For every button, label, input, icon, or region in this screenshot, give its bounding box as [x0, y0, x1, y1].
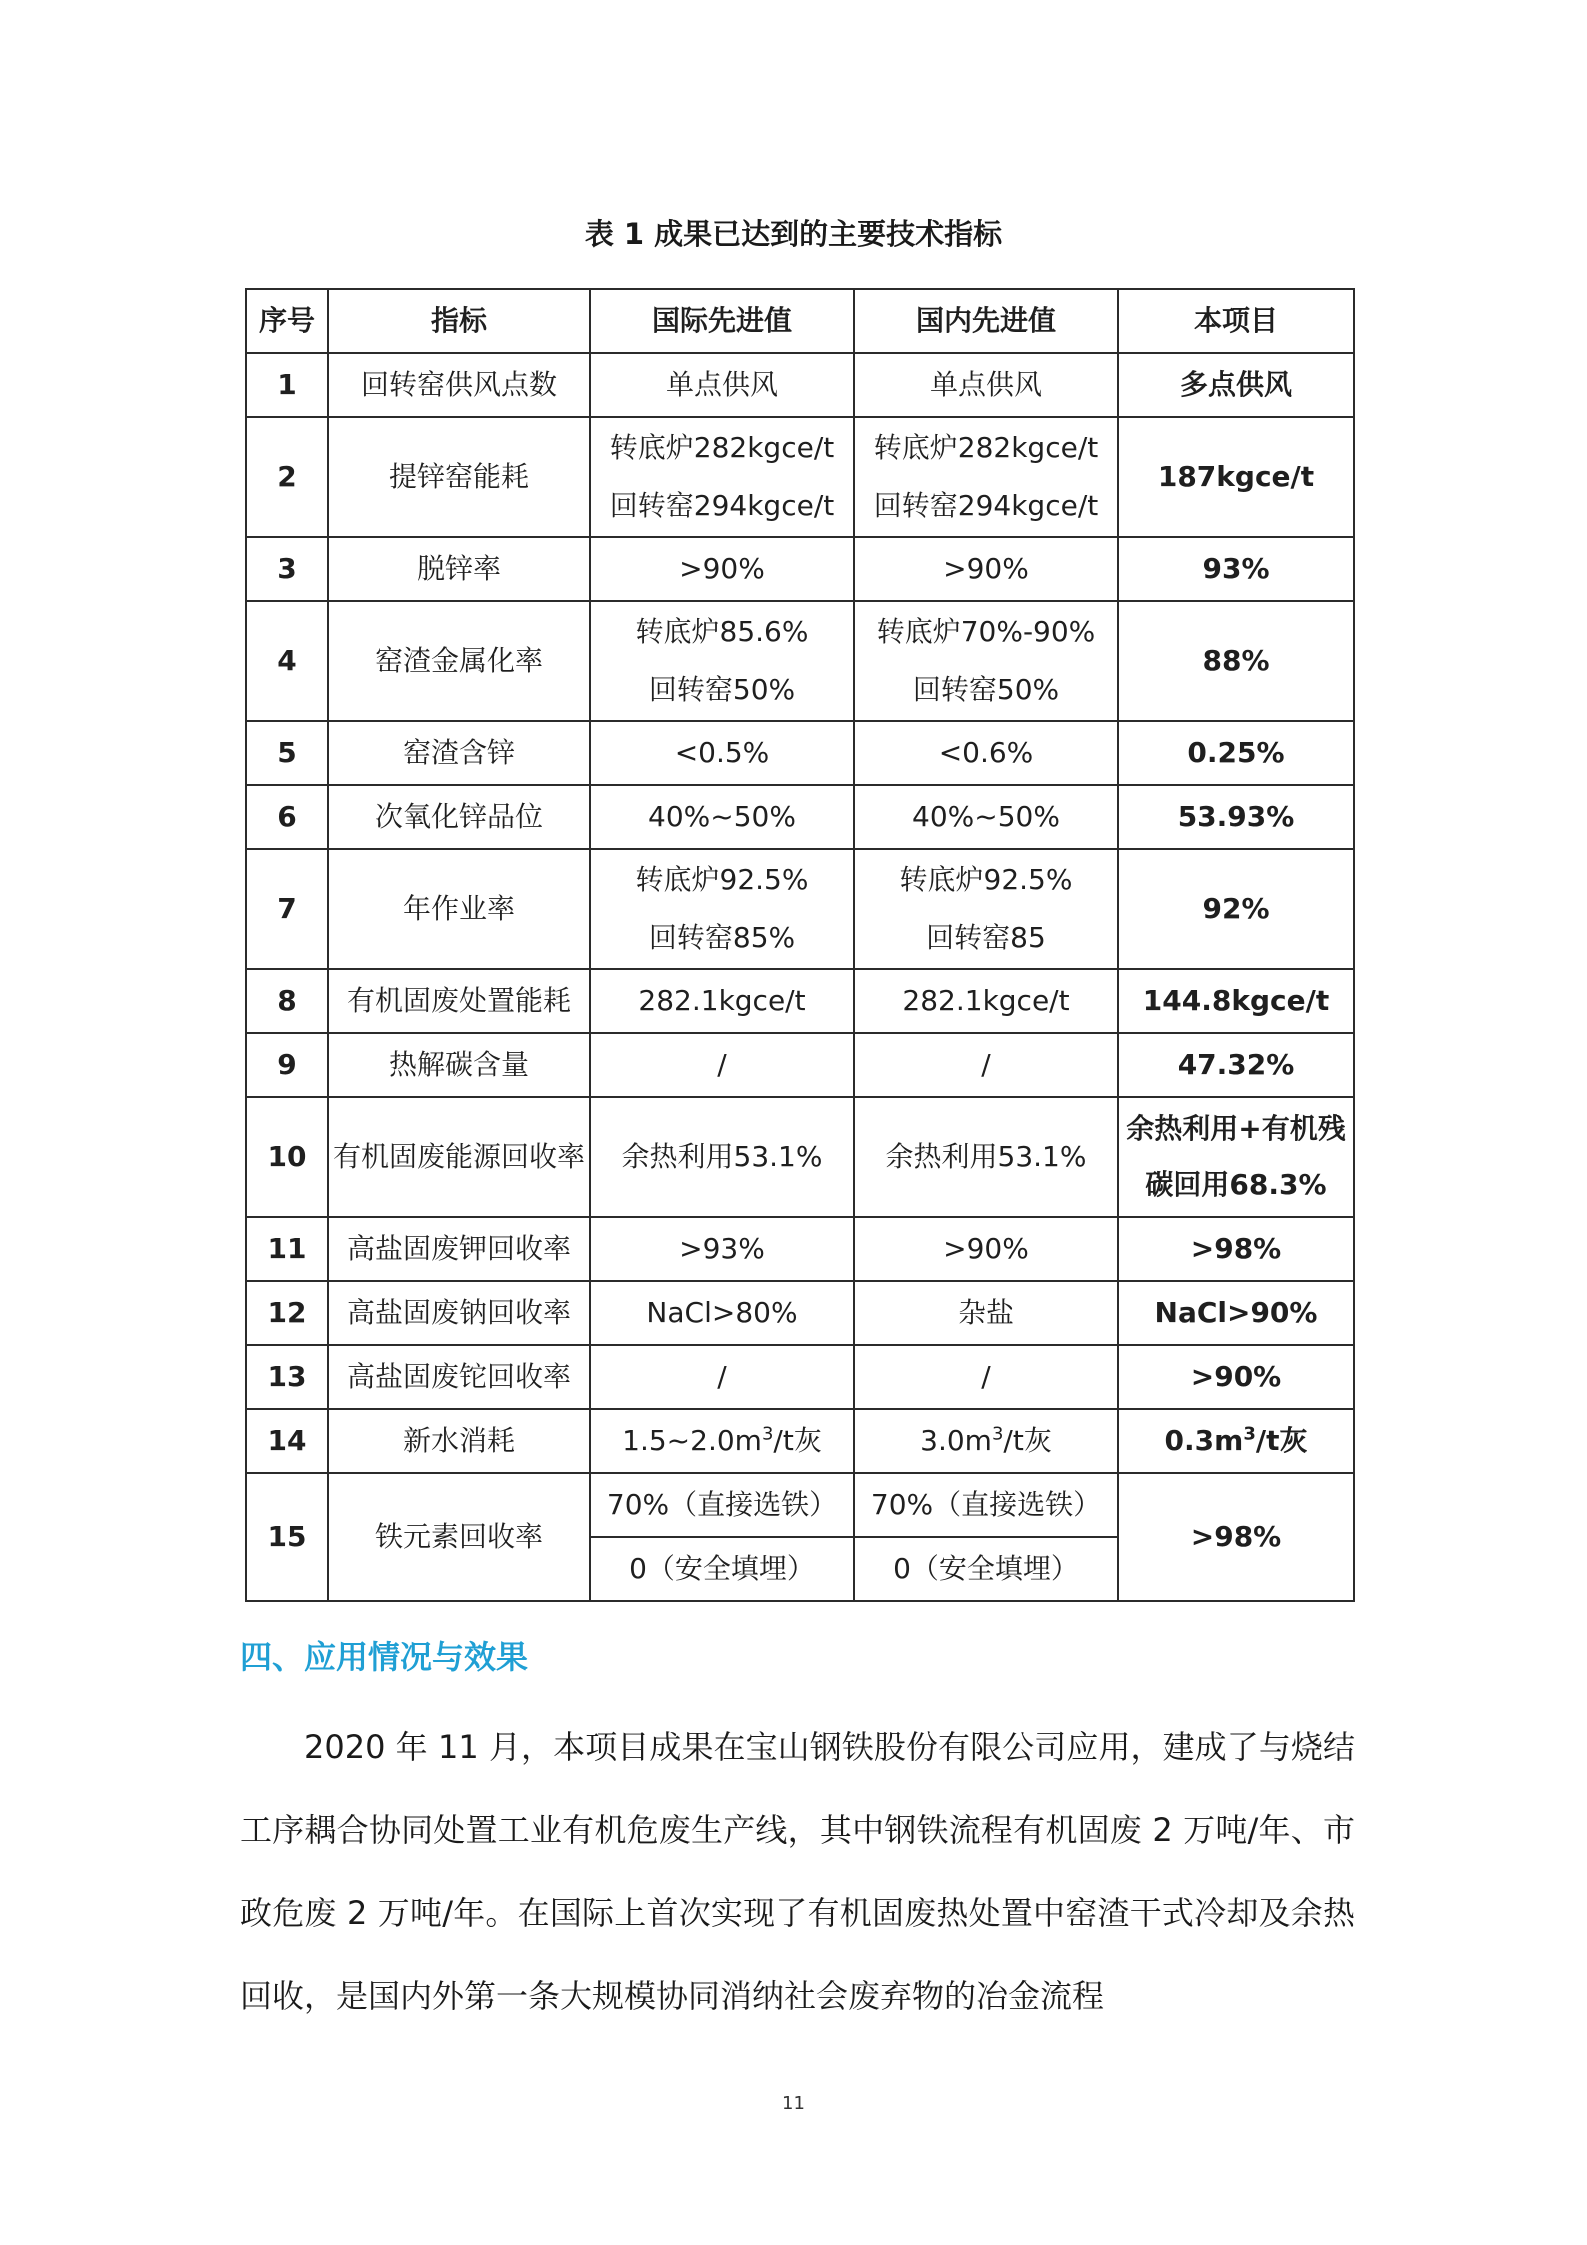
- table-row-15a: [246, 1473, 1354, 1537]
- row-indicator: 年作业率: [328, 849, 590, 969]
- row-international: [590, 1409, 854, 1473]
- page-number: 11: [782, 2093, 805, 2114]
- row-international: [590, 417, 854, 537]
- table-row: [246, 353, 1354, 417]
- cell-line: 转底炉92.5%: [899, 863, 1073, 896]
- cell-line: <0.5%: [674, 736, 770, 769]
- row-project: NaCl>90%: [1118, 1281, 1354, 1345]
- row-international: [590, 1281, 854, 1345]
- row-domestic-line-2: 0（安全填埋）: [854, 1537, 1118, 1601]
- row-number: 12: [246, 1281, 328, 1345]
- cell-line: 余热利用53.1%: [885, 1140, 1087, 1173]
- row-domestic: [854, 849, 1118, 969]
- value-base: 3.0m: [920, 1424, 992, 1457]
- cell-line: <0.6%: [938, 736, 1034, 769]
- technical-indicators-table: [245, 288, 1355, 1602]
- header-project: 本项目: [1118, 289, 1354, 353]
- value-superscript: 3: [761, 1423, 774, 1445]
- row-project: 92%: [1118, 849, 1354, 969]
- cell-line: 40%~50%: [648, 800, 796, 833]
- table-row-14: [246, 1409, 1354, 1473]
- cell-line: 余热利用53.1%: [621, 1140, 823, 1173]
- value-superscript: 3: [991, 1423, 1004, 1445]
- section-heading: 四、应用情况与效果: [240, 1638, 529, 1676]
- row-domestic: [854, 417, 1118, 537]
- cell-line: /: [717, 1048, 727, 1081]
- cell-line: 回转窑85: [926, 921, 1046, 954]
- cell-line: 转底炉70%-90%: [876, 615, 1096, 648]
- row-project: >90%: [1118, 1345, 1354, 1409]
- row-number: 7: [246, 849, 328, 969]
- row-indicator: 高盐固废钠回收率: [328, 1281, 590, 1345]
- row-number: 5: [246, 721, 328, 785]
- row-domestic: [854, 721, 1118, 785]
- cell-line: >90%: [943, 552, 1029, 585]
- row-international: [590, 601, 854, 721]
- row-international-line-2: 0（安全填埋）: [590, 1537, 854, 1601]
- cell-line: >90%: [943, 1232, 1029, 1265]
- row-domestic-line-1: 70%（直接选铁）: [854, 1473, 1118, 1537]
- table-row: [246, 1033, 1354, 1097]
- row-domestic: [854, 537, 1118, 601]
- table-header-row: [246, 289, 1354, 353]
- row-indicator: 脱锌率: [328, 537, 590, 601]
- row-number: 3: [246, 537, 328, 601]
- row-project: >98%: [1118, 1473, 1354, 1601]
- row-project: 187kgce/t: [1118, 417, 1354, 537]
- table-row: [246, 1217, 1354, 1281]
- row-indicator: 次氧化锌品位: [328, 785, 590, 849]
- table-row: [246, 1097, 1354, 1217]
- cell-line: NaCl>80%: [646, 1296, 798, 1329]
- row-domestic: [854, 785, 1118, 849]
- value-superscript: 3: [1243, 1423, 1256, 1445]
- row-number: 2: [246, 417, 328, 537]
- table-row: [246, 537, 1354, 601]
- value-base: 0.3m: [1164, 1424, 1244, 1457]
- value-unit: /t灰: [1003, 1424, 1052, 1457]
- cell-line: 282.1kgce/t: [902, 984, 1070, 1017]
- row-project: 93%: [1118, 537, 1354, 601]
- row-domestic: [854, 1033, 1118, 1097]
- row-number: 15: [246, 1473, 328, 1601]
- cell-line: 回转窑50%: [648, 673, 796, 706]
- cell-line: 转底炉85.6%: [635, 615, 809, 648]
- header-no: 序号: [246, 289, 328, 353]
- row-indicator: 高盐固废钾回收率: [328, 1217, 590, 1281]
- row-indicator: 有机固废处置能耗: [328, 969, 590, 1033]
- table-row: [246, 969, 1354, 1033]
- row-project: 144.8kgce/t: [1118, 969, 1354, 1033]
- table-row: [246, 601, 1354, 721]
- row-number: 13: [246, 1345, 328, 1409]
- row-project: 多点供风: [1118, 353, 1354, 417]
- row-domestic: [854, 1281, 1118, 1345]
- row-international: [590, 1097, 854, 1217]
- row-project: 0.25%: [1118, 721, 1354, 785]
- table-row: [246, 417, 1354, 537]
- row-number: 10: [246, 1097, 328, 1217]
- cell-line: 单点供风: [665, 368, 778, 401]
- table-row: [246, 849, 1354, 969]
- row-project: >98%: [1118, 1217, 1354, 1281]
- row-number: 8: [246, 969, 328, 1033]
- cell-line: 40%~50%: [912, 800, 1060, 833]
- row-indicator: 窑渣金属化率: [328, 601, 590, 721]
- header-indicator: 指标: [328, 289, 590, 353]
- cell-line: 转底炉92.5%: [635, 863, 809, 896]
- table-row: [246, 785, 1354, 849]
- row-number: 1: [246, 353, 328, 417]
- table-caption: 表 1 成果已达到的主要技术指标: [584, 217, 1003, 251]
- cell-line: 回转窑85%: [648, 921, 796, 954]
- value-unit: /t灰: [773, 1424, 822, 1457]
- row-international: [590, 1345, 854, 1409]
- cell-line: /: [981, 1360, 991, 1393]
- row-domestic: [854, 1409, 1118, 1473]
- row-domestic: [854, 1097, 1118, 1217]
- row-domestic: [854, 601, 1118, 721]
- row-international: [590, 1033, 854, 1097]
- row-domestic: [854, 969, 1118, 1033]
- table-row: [246, 721, 1354, 785]
- row-international: [590, 785, 854, 849]
- row-international: [590, 849, 854, 969]
- cell-line: >93%: [679, 1232, 765, 1265]
- row-international: [590, 353, 854, 417]
- value-unit: /t灰: [1255, 1424, 1308, 1457]
- row-domestic: [854, 1345, 1118, 1409]
- row-international: [590, 721, 854, 785]
- cell-line: 回转窑50%: [912, 673, 1060, 706]
- row-project: 余热利用+有机残碳回用68.3%: [1118, 1097, 1354, 1217]
- header-international: 国际先进值: [590, 289, 854, 353]
- value-base: 1.5~2.0m: [622, 1424, 762, 1457]
- row-international-line-1: 70%（直接选铁）: [590, 1473, 854, 1537]
- header-domestic: 国内先进值: [854, 289, 1118, 353]
- row-number: 4: [246, 601, 328, 721]
- row-indicator: 新水消耗: [328, 1409, 590, 1473]
- row-indicator: 高盐固废铊回收率: [328, 1345, 590, 1409]
- row-indicator: 窑渣含锌: [328, 721, 590, 785]
- row-project: 88%: [1118, 601, 1354, 721]
- row-number: 14: [246, 1409, 328, 1473]
- table-row: [246, 1345, 1354, 1409]
- cell-line: 杂盐: [957, 1296, 1014, 1329]
- row-indicator: 提锌窑能耗: [328, 417, 590, 537]
- body-paragraph: 2020 年 11 月，本项目成果在宝山钢铁股份有限公司应用，建成了与烧结工序耦合协同处置工业有机危废生产线，其中钢铁流程有机固废 2 万吨/年、市政危废 2 万吨/年。在国际上首次实现了有机固废热处置中窑渣干式冷却及余热回收，是国内外第一条大规模协同消纳社会废弃物的冶金流程: [240, 1728, 1355, 2015]
- row-indicator: 热解碳含量: [328, 1033, 590, 1097]
- row-international: [590, 537, 854, 601]
- row-project: [1118, 1409, 1354, 1473]
- cell-line: 转底炉282kgce/t: [609, 431, 835, 464]
- row-number: 11: [246, 1217, 328, 1281]
- row-domestic: [854, 1217, 1118, 1281]
- cell-line: 回转窑294kgce/t: [609, 489, 835, 522]
- cell-line: 回转窑294kgce/t: [873, 489, 1099, 522]
- row-number: 9: [246, 1033, 328, 1097]
- row-international: [590, 1217, 854, 1281]
- cell-line: >90%: [679, 552, 765, 585]
- cell-line: 转底炉282kgce/t: [873, 431, 1099, 464]
- cell-line: /: [981, 1048, 991, 1081]
- row-indicator: 铁元素回收率: [328, 1473, 590, 1601]
- table-row: [246, 1281, 1354, 1345]
- row-indicator: 有机固废能源回收率: [328, 1097, 590, 1217]
- row-international: [590, 969, 854, 1033]
- row-domestic: [854, 353, 1118, 417]
- row-indicator: 回转窑供风点数: [328, 353, 590, 417]
- cell-line: 282.1kgce/t: [638, 984, 806, 1017]
- row-number: 6: [246, 785, 328, 849]
- row-project: 53.93%: [1118, 785, 1354, 849]
- cell-line: /: [717, 1360, 727, 1393]
- cell-line: 单点供风: [929, 368, 1042, 401]
- row-project: 47.32%: [1118, 1033, 1354, 1097]
